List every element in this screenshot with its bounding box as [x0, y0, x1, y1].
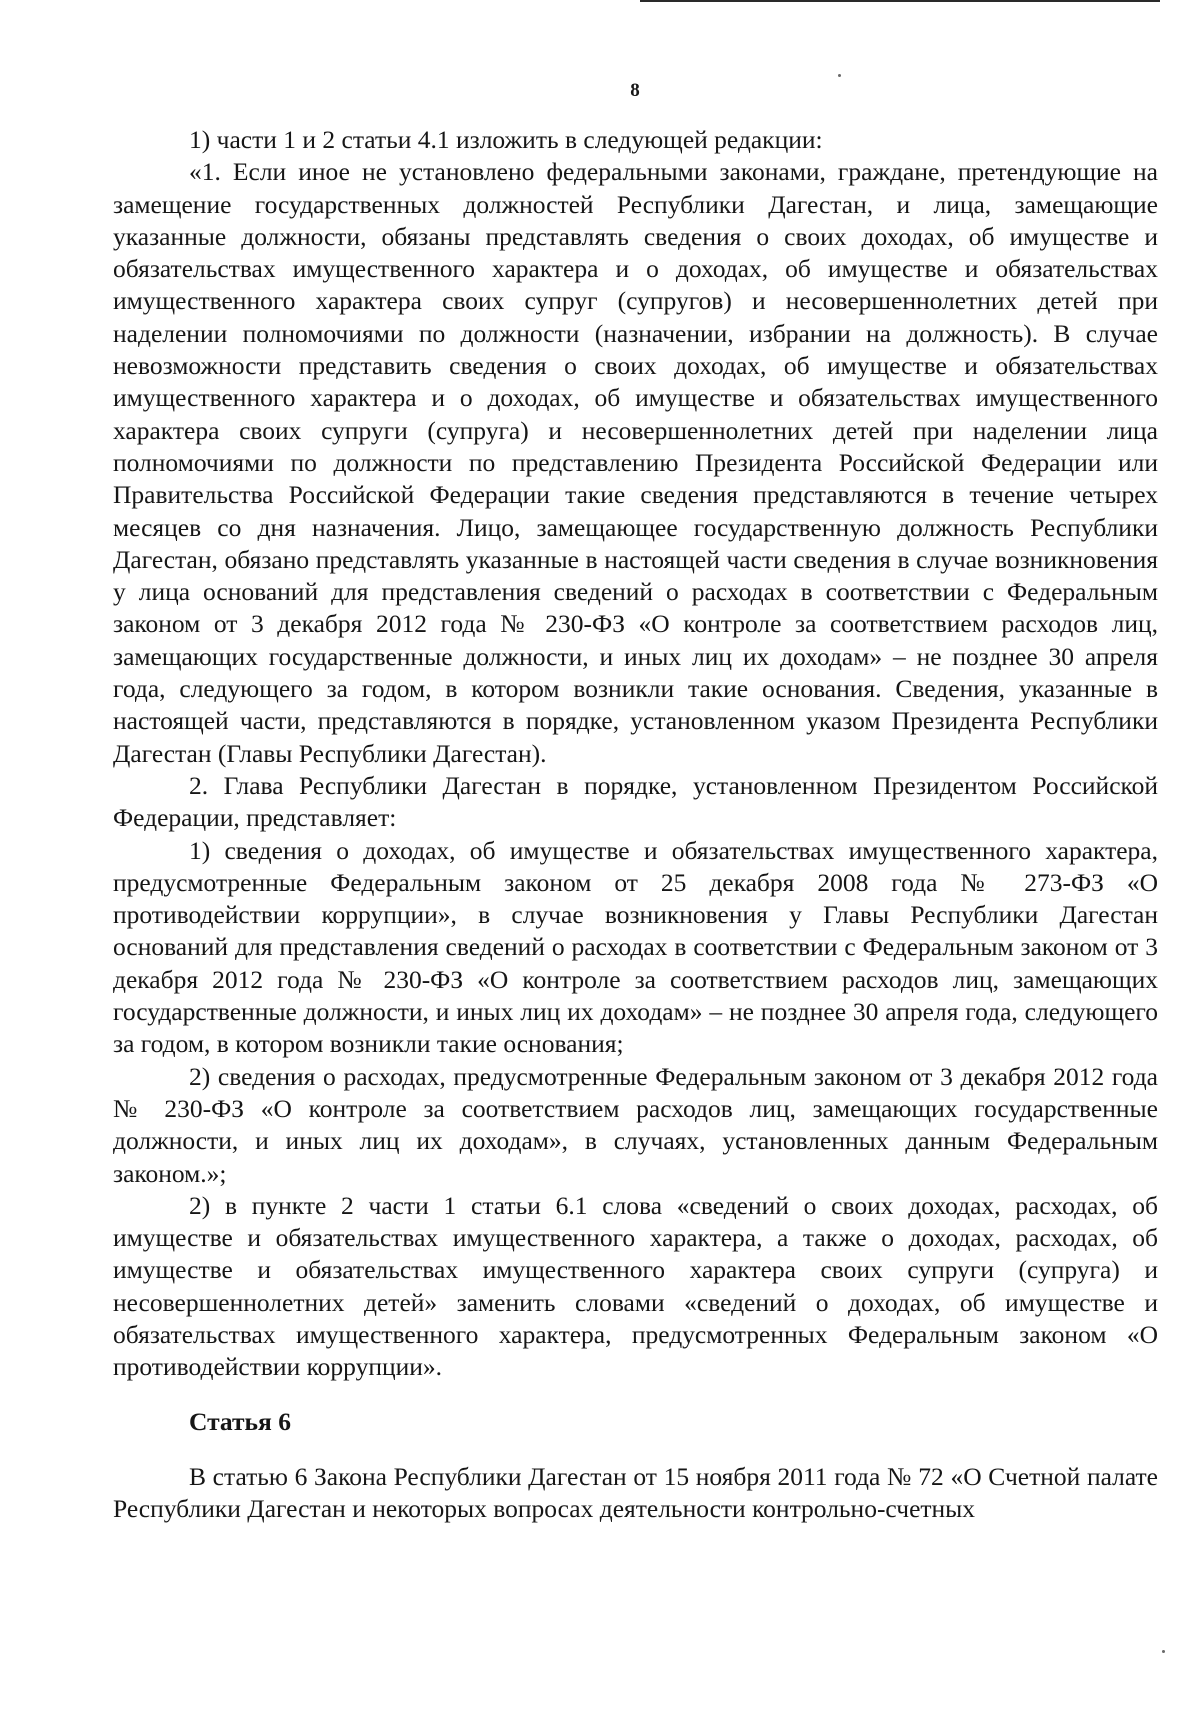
part-1-text: «1. Если иное не установлено федеральными законами, граждане, претендующие на замещение государственных должностей Республики Дагестан, и лица, замещающие указанные должности, обязаны представлять сведения о своих доходах, об имуществе и обязательствах имущественного характера и о доходах, об имуществе и обязательствах имущественного характера своих супруг (супругов) и несовершеннолетних детей при наделении полномочиями по должности (назначении, избрании на должность). В случае невозможности представить сведения о своих доходах, об имуществе и обязательствах имущественного характера и о доходах, об имуществе и обязательствах имущественного характера своих супруги (супруга) и несовершеннолетних детей при наделении лица полномочиями по должности по представлению Президента Российской Федерации или Правительства Российской Федерации такие сведения представляются в течение четырех месяцев со дня назначения. Лицо, замещающее государственную должность Республики Дагестан, обязано представлять указанные в настоящей части сведения в случае возникновения у лица оснований для представления сведений о расходах в соответствии с Федеральным законом от 3 декабря 2012 года № 230-ФЗ «О контроле за соответствием расходов лиц, замещающих государственные должности, и иных лиц их доходам» – не позднее 30 апреля года, следующего за годом, в котором возникли такие основания. Сведения, указанные в настоящей части, представляются в порядке, установленном указом Президента Республики Дагестан (Главы Республики Дагестан).: [113, 157, 1158, 768]
article-6-paragraph: В статью 6 Закона Республики Дагестан от 15 ноября 2011 года № 72 «О Счетной палате Республики Дагестан и некоторых вопросах деятельности контрольно-счетных: [113, 1461, 1158, 1524]
amendment-item-1-intro: 1) части 1 и 2 статьи 4.1 изложить в следующей редакции:: [189, 125, 823, 154]
part-2-item-1: 1) сведения о доходах, об имуществе и обязательствах имущественного характера, предусмотренные Федеральным законом от 25 декабря 2008 года № 273-ФЗ «О противодействии коррупции», в случае возникновения у Главы Республики Дагестан оснований для представления сведений о расходах в соответствии с Федеральным законом от 3 декабря 2012 года № 230-ФЗ «О контроле за соответствием расходов лиц, замещающих государственные должности, и иных лиц их доходам» – не позднее 30 апреля года, следующего за годом, в котором возникли такие основания;: [113, 835, 1158, 1059]
scan-top-edge: [640, 0, 1160, 2]
part-2-intro: 2. Глава Республики Дагестан в порядке, установленном Президентом Российской Федерации, представляет:: [113, 770, 1158, 833]
scan-speck: [1162, 1650, 1165, 1653]
page-number: 8: [630, 80, 640, 101]
document-body: [113, 124, 1158, 1525]
article-heading: Статья 6: [189, 1406, 291, 1436]
amendment-item-2: 2) в пункте 2 части 1 статьи 6.1 слова «сведений о своих доходах, расходах, об имуществе и обязательствах имущественного характера, а также о доходах, расходах, об имуществе и обязательствах имущественного характера своих супруги (супруга) и несовершеннолетних детей» заменить словами «сведений о доходах, об имуществе и обязательствах имущественного характера, предусмотренных Федеральным законом «О противодействии коррупции».: [113, 1190, 1158, 1382]
part-2-item-2: 2) сведения о расходах, предусмотренные Федеральным законом от 3 декабря 2012 года № 230-ФЗ «О контроле за соответствием расходов лиц, замещающих государственные должности, и иных лиц их доходам», в случаях, установленных данным Федеральным законом.»;: [113, 1061, 1158, 1188]
scan-speck: [838, 74, 841, 77]
